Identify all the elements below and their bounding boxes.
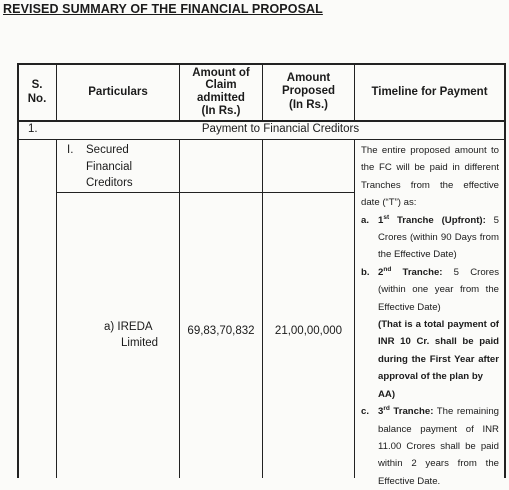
payment-timeline: The entire proposed amount to the FC will be paid in different Tranches from the effective date (“T”) as: a. 1st Tranche (Upfront): 5 Crores (within 90 Days from the Effective Date) b. 2nd Tranche: 5 Crores (within one year from the Effective Date) (That is a total payment of INR 10 Cr. shall be paid during the First Year after approval of the plan by AA) c. 3rd Tranche: The remaining balance payment of INR 11.00 Crores shall be paid within 2 years from the Effective Date. <box>361 142 499 490</box>
tranche-b: b. 2nd Tranche: 5 Crores (within one year from the Effective Date) (That is a total payment of INR 10 Cr. shall be paid during the First Year after approval of the plan by AA) <box>361 265 499 400</box>
proposed-amount: 21,00,00,000 <box>274 325 343 337</box>
table-border-claim-lower <box>262 139 263 478</box>
header-amount-proposed: Amount Proposed (In Rs.) <box>281 72 336 111</box>
header-sno: S. No. <box>27 78 47 105</box>
secured-creditors-label: I. Secured Financial Creditors <box>67 144 133 189</box>
tranche-a: a. 1st Tranche (Upfront): 5 Crores (within 90 Days from the Effective Date) <box>361 213 499 261</box>
row-sno: 1. <box>28 123 38 135</box>
tranche-c: c. 3rd Tranche: The remaining balance payment of INR 11.00 Crores shall be paid within 2 years from the Effective Date. <box>361 404 499 487</box>
table-border-left <box>17 63 19 478</box>
header-claim-admitted: Amount of Claim admitted (In Rs.) <box>192 66 250 117</box>
section-title: Payment to Financial Creditors <box>201 123 360 135</box>
claim-amount: 69,83,70,832 <box>187 325 255 337</box>
header-particulars: Particulars <box>88 85 148 98</box>
page-heading: REVISED SUMMARY OF THE FINANCIAL PROPOSAL <box>3 2 323 16</box>
table-border-secured-bottom <box>57 192 355 193</box>
header-timeline: Timeline for Payment <box>371 85 488 98</box>
table-border-sno-lower <box>56 139 57 478</box>
creditor-ireda: a) IREDA Limited <box>104 321 159 349</box>
table-border-right <box>504 63 506 478</box>
table-border-row1-bottom <box>17 139 505 140</box>
table-border-particulars-lower <box>179 139 180 478</box>
table-border-proposed-lower <box>354 139 355 478</box>
